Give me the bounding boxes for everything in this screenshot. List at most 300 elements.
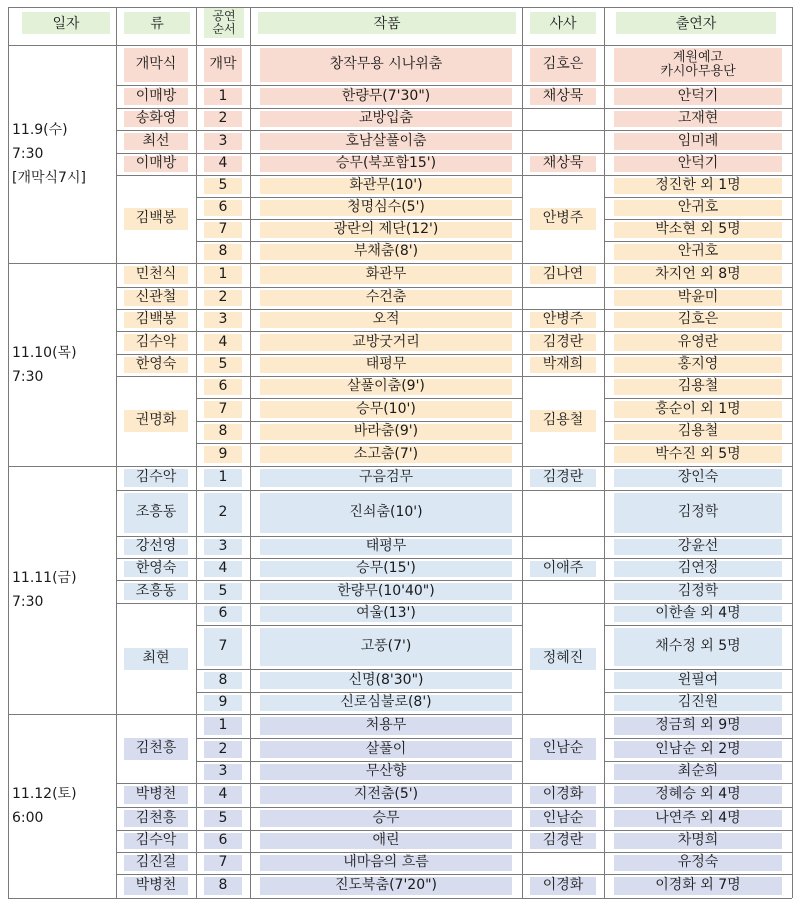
cell-border [196,852,250,853]
choreographer-cell: 채상묵 [530,156,596,172]
order-cell: 7 [204,401,242,418]
cell-border [250,692,522,693]
style-cell: 한영숙 [124,357,188,373]
cast-cell: 정혜승 외 4명 [614,786,782,804]
cell-border [196,287,250,288]
row-divider [8,45,792,46]
cell-border [250,241,522,242]
cell-border [196,536,250,537]
order-cell: 8 [204,672,242,689]
cell-border [196,625,250,626]
cell-border [196,830,250,831]
cell-border [116,580,196,581]
style-cell: 강선영 [124,539,188,555]
cast-cell: 안덕기 [614,88,782,105]
cell-border [604,852,792,853]
row-divider [8,7,792,8]
cell-border [604,309,792,310]
day-date: 11.9(수) 7:30 [개막식7시] [12,122,86,186]
cell-border [250,536,522,537]
style-cell: 개막식 [124,48,188,82]
work-cell: 바라춤(9') [260,424,512,440]
cell-border [604,153,792,154]
cast-cell: 김호은 [614,312,782,328]
style-cell: 김백봉 [124,208,188,230]
cell-border [116,309,196,310]
work-cell: 애린 [260,833,512,849]
work-cell: 내마음의 흐름 [260,855,512,871]
day-date: 11.12(토) 6:00 [12,786,77,826]
cast-cell: 박소현 외 5명 [614,222,782,238]
cast-cell: 김용철 [614,424,782,440]
cell-border [250,219,522,220]
cell-border [196,558,250,559]
day-date: 11.10(목) 7:30 [12,344,77,385]
work-cell: 호남살풀이춤 [260,133,512,150]
cell-border [196,807,250,808]
cast-cell: 정진한 외 1명 [614,178,782,194]
cell-border [116,603,196,604]
order-cell: 5 [204,357,242,373]
cell-border [250,331,522,332]
cell-border [604,130,792,131]
choreographer-cell [530,583,596,600]
cell-border [522,175,604,176]
cast-cell: 홍순이 외 1명 [614,401,782,418]
order-cell: 6 [204,200,242,216]
cell-border [250,130,522,131]
cell-border [604,580,792,581]
cast-cell: 고재현 [614,111,782,127]
order-cell: 8 [204,244,242,260]
order-cell: 1 [204,266,242,284]
choreographer-cell [530,493,596,533]
style-cell: 최선 [124,133,188,150]
order-cell: 7 [204,628,242,666]
cell-border [116,783,196,784]
cast-cell: 차지언 외 8명 [614,266,782,284]
work-cell: 승무 [260,810,512,827]
work-cell: 소고춤(7') [260,446,512,463]
cast-cell: 박윤미 [614,290,782,306]
choreographer-cell: 김용철 [530,410,596,432]
cell-border [196,874,250,875]
choreographer-cell: 김호은 [530,48,596,82]
cell-border [604,354,792,355]
cell-border [250,490,522,491]
cell-border [250,175,522,176]
cell-border [116,376,196,377]
cell-border [116,85,196,86]
order-cell: 9 [204,695,242,711]
cell-border [116,354,196,355]
cell-border [196,331,250,332]
row-divider [8,466,792,467]
choreographer-cell: 정혜진 [530,648,596,670]
cell-border [604,241,792,242]
column-divider [250,7,251,898]
order-cell: 8 [204,877,242,895]
cell-border [604,536,792,537]
cell-border [250,807,522,808]
order-cell: 1 [204,88,242,105]
cell-border [522,603,604,604]
style-cell: 김백봉 [124,312,188,328]
choreographer-cell: 김나연 [530,266,596,284]
cell-border [116,153,196,154]
cell-border [522,354,604,355]
style-cell: 이매방 [124,156,188,172]
cell-border [604,783,792,784]
order-cell: 3 [204,539,242,555]
order-cell: 8 [204,424,242,440]
cell-border [196,398,250,399]
cell-border [604,421,792,422]
cell-border [522,580,604,581]
choreographer-cell: 채상묵 [530,88,596,105]
cell-border [250,153,522,154]
order-cell: 6 [204,606,242,622]
cell-border [116,830,196,831]
cell-border [250,783,522,784]
cell-border [196,443,250,444]
order-cell: 4 [204,786,242,804]
work-cell: 신명(8'30") [260,672,512,689]
work-cell: 태평무 [260,539,512,555]
cell-border [196,738,250,739]
day-date: 11.11(금) 7:30 [12,570,77,610]
work-cell: 구음검무 [260,469,512,487]
cast-cell: 김정학 [614,583,782,600]
style-cell: 박병천 [124,877,188,895]
cell-border [196,603,250,604]
cast-cell: 안귀호 [614,200,782,216]
cast-cell: 김정학 [614,493,782,533]
header-order: 공연 순서 [204,8,244,38]
cast-cell: 유영란 [614,334,782,351]
style-cell: 박병천 [124,786,188,804]
order-cell: 4 [204,156,242,172]
cell-border [196,85,250,86]
cell-border [116,558,196,559]
cell-border [250,603,522,604]
header-style: 류 [124,12,190,34]
work-cell: 승무(15') [260,561,512,577]
work-cell: 한량무(10'40") [260,583,512,600]
cell-border [250,443,522,444]
order-cell: 5 [204,810,242,827]
cell-border [250,852,522,853]
style-cell: 한영숙 [124,561,188,577]
cell-border [116,130,196,131]
cell-border [522,130,604,131]
order-cell: 개막 [204,48,242,82]
cell-border [522,108,604,109]
cell-border [604,219,792,220]
cast-cell: 이한솔 외 4명 [614,606,782,622]
cell-border [604,830,792,831]
cell-border [196,783,250,784]
cell-border [250,421,522,422]
work-cell: 창작무용 시나위춤 [260,48,512,82]
cell-border [196,309,250,310]
cell-border [522,309,604,310]
cell-border [250,580,522,581]
work-cell: 무산향 [260,764,512,780]
cell-border [116,536,196,537]
column-divider [8,7,9,898]
choreographer-cell [530,111,596,127]
cast-cell: 임미례 [614,133,782,150]
order-cell: 2 [204,290,242,306]
work-cell: 화관무(10') [260,178,512,194]
cell-border [196,421,250,422]
choreographer-cell: 이경화 [530,877,596,895]
cell-border [604,669,792,670]
cell-border [250,398,522,399]
cell-border [522,807,604,808]
choreographer-cell: 이애주 [530,561,596,577]
order-cell: 1 [204,717,242,735]
cell-border [250,558,522,559]
cast-cell: 나연주 외 4명 [614,810,782,827]
order-cell: 7 [204,222,242,238]
cell-border [196,241,250,242]
cast-cell: 김용철 [614,379,782,395]
cell-border [604,398,792,399]
cell-border [116,852,196,853]
order-cell: 1 [204,469,242,487]
work-cell: 신로심불로(8') [260,695,512,711]
work-cell: 한량무(7'30") [260,88,512,105]
cell-border [250,761,522,762]
work-cell: 처용무 [260,717,512,735]
cell-border [196,354,250,355]
work-cell: 청명심수(5') [260,200,512,216]
cell-border [250,376,522,377]
cell-border [196,130,250,131]
order-cell: 2 [204,493,242,533]
cell-border [116,807,196,808]
cell-border [250,108,522,109]
cell-border [604,108,792,109]
style-cell: 권명화 [124,410,188,432]
cell-border [522,376,604,377]
order-cell: 3 [204,764,242,780]
header-date: 일자 [22,12,110,34]
work-cell: 진도북춤(7'20") [260,877,512,895]
choreographer-cell: 이경화 [530,786,596,804]
cell-border [250,830,522,831]
style-cell: 김천흥 [124,810,188,827]
choreographer-cell: 김경란 [530,833,596,849]
column-divider [116,7,117,898]
cell-border [604,331,792,332]
cell-border [250,354,522,355]
cell-border [604,558,792,559]
choreographer-cell: 인남순 [530,738,596,760]
cell-border [604,692,792,693]
row-divider [8,898,792,899]
style-cell: 민천식 [124,266,188,284]
cell-border [116,175,196,176]
cast-cell: 박수진 외 5명 [614,446,782,463]
order-cell: 4 [204,561,242,577]
row-divider [8,263,792,264]
work-cell: 살풀이춤(9') [260,379,512,395]
cell-border [522,85,604,86]
cell-border [604,603,792,604]
cell-border [196,153,250,154]
cell-border [196,175,250,176]
cell-border [604,738,792,739]
work-cell: 화관무 [260,266,512,284]
style-cell: 송화영 [124,111,188,127]
choreographer-cell [530,290,596,306]
work-cell: 지전춤(5') [260,786,512,804]
choreographer-cell: 인남순 [530,810,596,827]
cell-border [604,85,792,86]
cell-border [604,443,792,444]
cell-border [604,287,792,288]
order-cell: 5 [204,583,242,600]
cell-border [604,625,792,626]
choreographer-cell [530,539,596,555]
choreographer-cell: 김경란 [530,334,596,351]
style-cell: 이매방 [124,88,188,105]
order-cell: 2 [204,111,242,127]
cell-border [522,852,604,853]
work-cell: 여울(13') [260,606,512,622]
cell-border [196,376,250,377]
cell-border [522,558,604,559]
cell-border [250,309,522,310]
cast-cell: 안덕기 [614,156,782,172]
column-divider [196,7,197,898]
cell-border [196,692,250,693]
cell-border [116,287,196,288]
cast-cell: 김연정 [614,561,782,577]
cell-border [196,761,250,762]
order-cell: 7 [204,855,242,871]
column-divider [604,7,605,898]
cell-border [116,874,196,875]
cast-cell: 유정숙 [614,855,782,871]
cell-border [250,85,522,86]
order-cell: 6 [204,379,242,395]
cell-border [522,490,604,491]
cell-border [196,490,250,491]
work-cell: 살풀이 [260,741,512,758]
cell-border [522,783,604,784]
header-choreographer: 사사 [530,12,596,34]
cast-cell: 강윤선 [614,539,782,555]
cell-border [522,830,604,831]
cell-border [604,175,792,176]
cast-cell: 정금희 외 9명 [614,717,782,735]
cell-border [604,761,792,762]
cell-border [116,108,196,109]
header-work: 작품 [258,12,516,34]
cast-cell: 홍지영 [614,357,782,373]
cell-border [250,874,522,875]
cell-border [604,197,792,198]
cell-border [604,376,792,377]
cast-cell: 계원예고 카시아무용단 [614,48,782,82]
style-cell: 김수악 [124,833,188,849]
work-cell: 승무(북포함15') [260,156,512,172]
work-cell: 교방입춤 [260,111,512,127]
cell-border [522,153,604,154]
header-cast: 출연자 [616,12,776,34]
cell-border [196,669,250,670]
choreographer-cell: 김경란 [530,469,596,487]
cell-border [604,807,792,808]
work-cell: 진쇠춤(10') [260,493,512,533]
cell-border [116,331,196,332]
work-cell: 오적 [260,312,512,328]
cast-cell: 윈필여 [614,672,782,689]
order-cell: 3 [204,312,242,328]
cell-border [522,331,604,332]
cell-border [250,669,522,670]
cell-border [522,874,604,875]
work-cell: 승무(10') [260,401,512,418]
order-cell: 3 [204,133,242,150]
cast-cell: 장인숙 [614,469,782,487]
choreographer-cell [530,855,596,871]
style-cell: 김천흥 [124,738,188,760]
cell-border [522,287,604,288]
cast-cell: 최순희 [614,764,782,780]
cast-cell: 인남순 외 2명 [614,741,782,758]
order-cell: 4 [204,334,242,351]
work-cell: 태평무 [260,357,512,373]
choreographer-cell: 안병주 [530,312,596,328]
cell-border [250,738,522,739]
work-cell: 고풍(7') [260,628,512,666]
cell-border [196,580,250,581]
cast-cell: 차명희 [614,833,782,849]
style-cell: 김수악 [124,334,188,351]
cell-border [250,197,522,198]
order-cell: 2 [204,741,242,758]
cell-border [250,625,522,626]
cast-cell: 안귀호 [614,244,782,260]
column-divider [522,7,523,898]
work-cell: 수건춤 [260,290,512,306]
style-cell: 김수악 [124,469,188,487]
row-divider [8,714,792,715]
column-divider [792,7,793,898]
cell-border [116,490,196,491]
cell-border [604,874,792,875]
cell-border [604,490,792,491]
cast-cell: 이경화 외 7명 [614,877,782,895]
cell-border [196,108,250,109]
cell-border [196,219,250,220]
cell-border [196,197,250,198]
cell-border [250,287,522,288]
style-cell: 조흥동 [124,583,188,600]
choreographer-cell [530,133,596,150]
style-cell: 신관철 [124,290,188,306]
style-cell: 조흥동 [124,493,188,533]
order-cell: 6 [204,833,242,849]
style-cell: 김진걸 [124,855,188,871]
order-cell: 9 [204,446,242,463]
style-cell: 최현 [124,648,188,670]
